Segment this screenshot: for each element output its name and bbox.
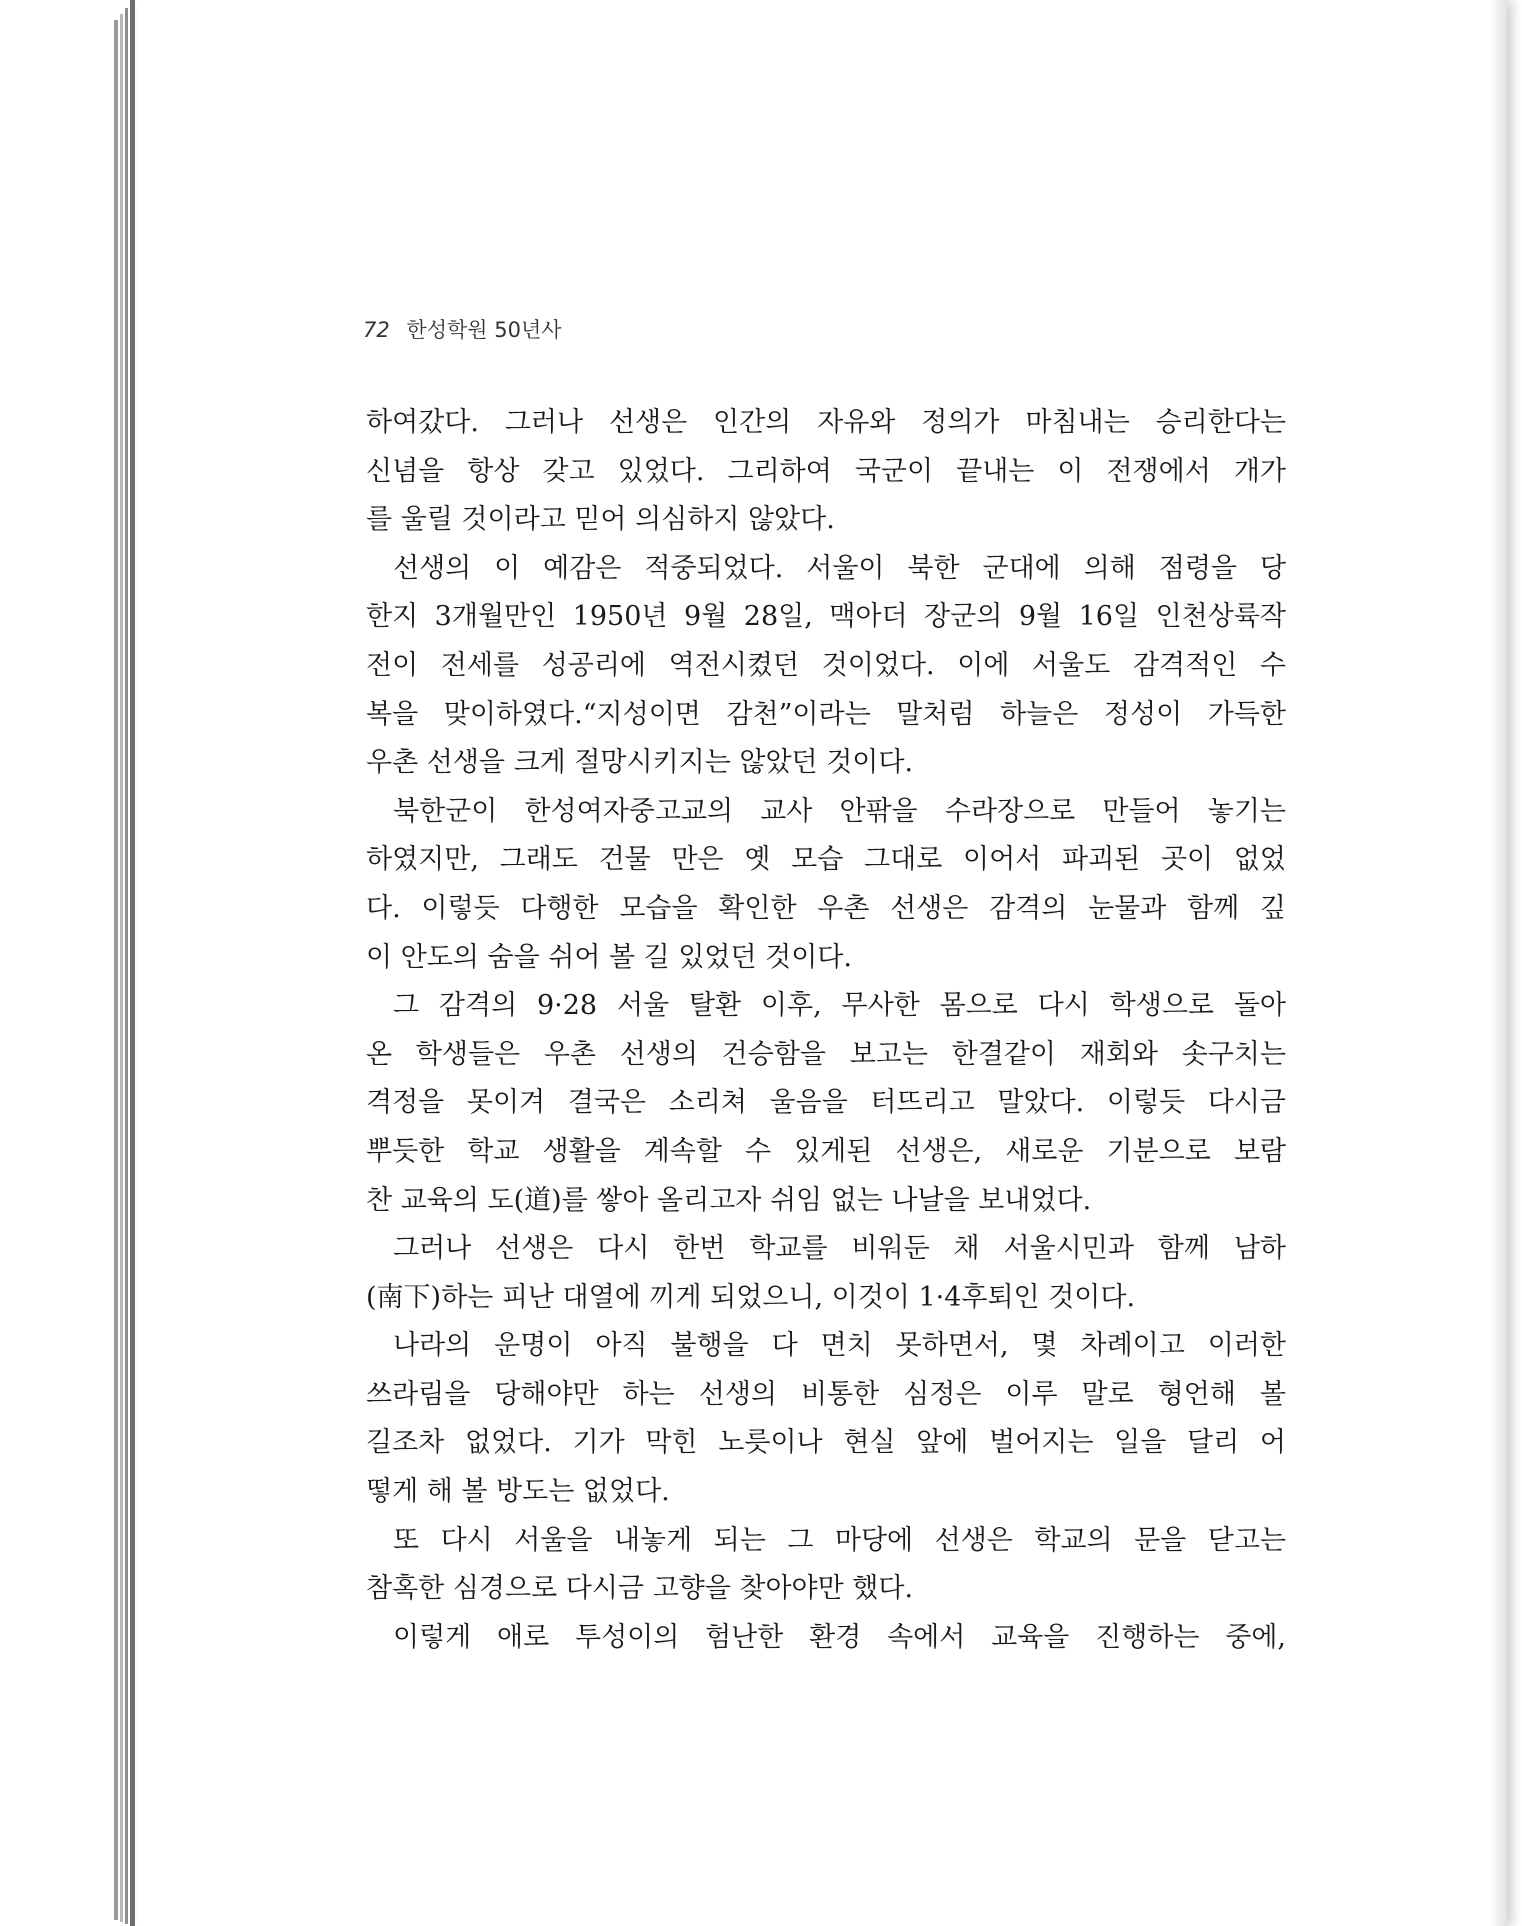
text-line: 북한군이 한성여자중고교의 교사 안팎을 수라장으로 만들어 놓기는: [393, 795, 1286, 827]
book-page-edge: [120, 14, 123, 1922]
text-line: 또 다시 서울을 내놓게 되는 그 마당에 선생은 학교의 문을 닫고는: [393, 1524, 1286, 1556]
text-line: 신념을 항상 갖고 있었다. 그리하여 국군이 끝내는 이 전쟁에서 개가: [366, 455, 1286, 487]
text-line: 선생의 이 예감은 적중되었다. 서울이 북한 군대에 의해 점령을 당: [393, 552, 1286, 584]
book-title: 한성학원 50년사: [406, 318, 562, 342]
text-line: 길조차 없었다. 기가 막힌 노릇이나 현실 앞에 벌어지는 일을 달리 어: [366, 1427, 1286, 1459]
text-line: 이 안도의 숨을 쉬어 볼 길 있었던 것이다.: [366, 941, 852, 973]
text-line: 격정을 못이겨 결국은 소리쳐 울음을 터뜨리고 말았다. 이렇듯 다시금: [366, 1087, 1286, 1119]
text-line: 를 울릴 것이라고 믿어 의심하지 않았다.: [366, 504, 835, 536]
text-line: 전이 전세를 성공리에 역전시켰던 것이었다. 이에 서울도 감격적인 수: [366, 649, 1286, 681]
text-line: 한지 3개월만인 1950년 9월 28일, 맥아더 장군의 9월 16일 인천상륙작: [366, 601, 1286, 633]
text-line: (南下)하는 피난 대열에 끼게 되었으니, 이것이 1·4후퇴인 것이다.: [366, 1281, 1136, 1313]
text-line: 다. 이렇듯 다행한 모습을 확인한 우촌 선생은 감격의 눈물과 함께 깊: [366, 892, 1286, 924]
text-line: 이렇게 애로 투성이의 험난한 환경 속에서 교육을 진행하는 중에,: [393, 1621, 1286, 1653]
text-line: 온 학생들은 우촌 선생의 건승함을 보고는 한결같이 재회와 솟구치는: [366, 1038, 1286, 1070]
page-number: 72: [363, 318, 390, 342]
page-shadow: [1489, 0, 1507, 1926]
text-line: 하였지만, 그래도 건물 만은 옛 모습 그대로 이어서 파괴된 곳이 없었: [366, 844, 1286, 876]
text-line: 그 감격의 9·28 서울 탈환 이후, 무사한 몸으로 다시 학생으로 돌아: [393, 990, 1286, 1022]
text-line: 복을 맞이하였다.“지성이면 감천”이라는 말처럼 하늘은 정성이 가득한: [366, 698, 1286, 730]
text-line: 뿌듯한 학교 생활을 계속할 수 있게된 선생은, 새로운 기분으로 보람: [366, 1135, 1286, 1167]
book-page-edge: [114, 20, 118, 1920]
text-line: 찬 교육의 도(道)를 쌓아 올리고자 쉬임 없는 나날을 보내었다.: [366, 1184, 1092, 1216]
text-line: 나라의 운명이 아직 불행을 다 면치 못하면서, 몇 차례이고 이러한: [393, 1330, 1286, 1362]
text-line: 참혹한 심경으로 다시금 고향을 찾아야만 했다.: [366, 1573, 914, 1605]
running-head: [363, 314, 562, 344]
text-line: 쓰라림을 당해야만 하는 선생의 비통한 심정은 이루 말로 형언해 볼: [366, 1378, 1286, 1410]
text-line: 하여갔다. 그러나 선생은 인간의 자유와 정의가 마침내는 승리한다는: [366, 407, 1286, 438]
book-spine-edge: [130, 0, 135, 1926]
text-line: 떻게 해 볼 방도는 없었다.: [366, 1476, 670, 1508]
book-page-edge: [125, 8, 128, 1924]
body-text: [366, 399, 1286, 1662]
text-line: 우촌 선생을 크게 절망시키지는 않았던 것이다.: [366, 747, 914, 779]
text-line: 그러나 선생은 다시 한번 학교를 비워둔 채 서울시민과 함께 남하: [393, 1233, 1286, 1265]
